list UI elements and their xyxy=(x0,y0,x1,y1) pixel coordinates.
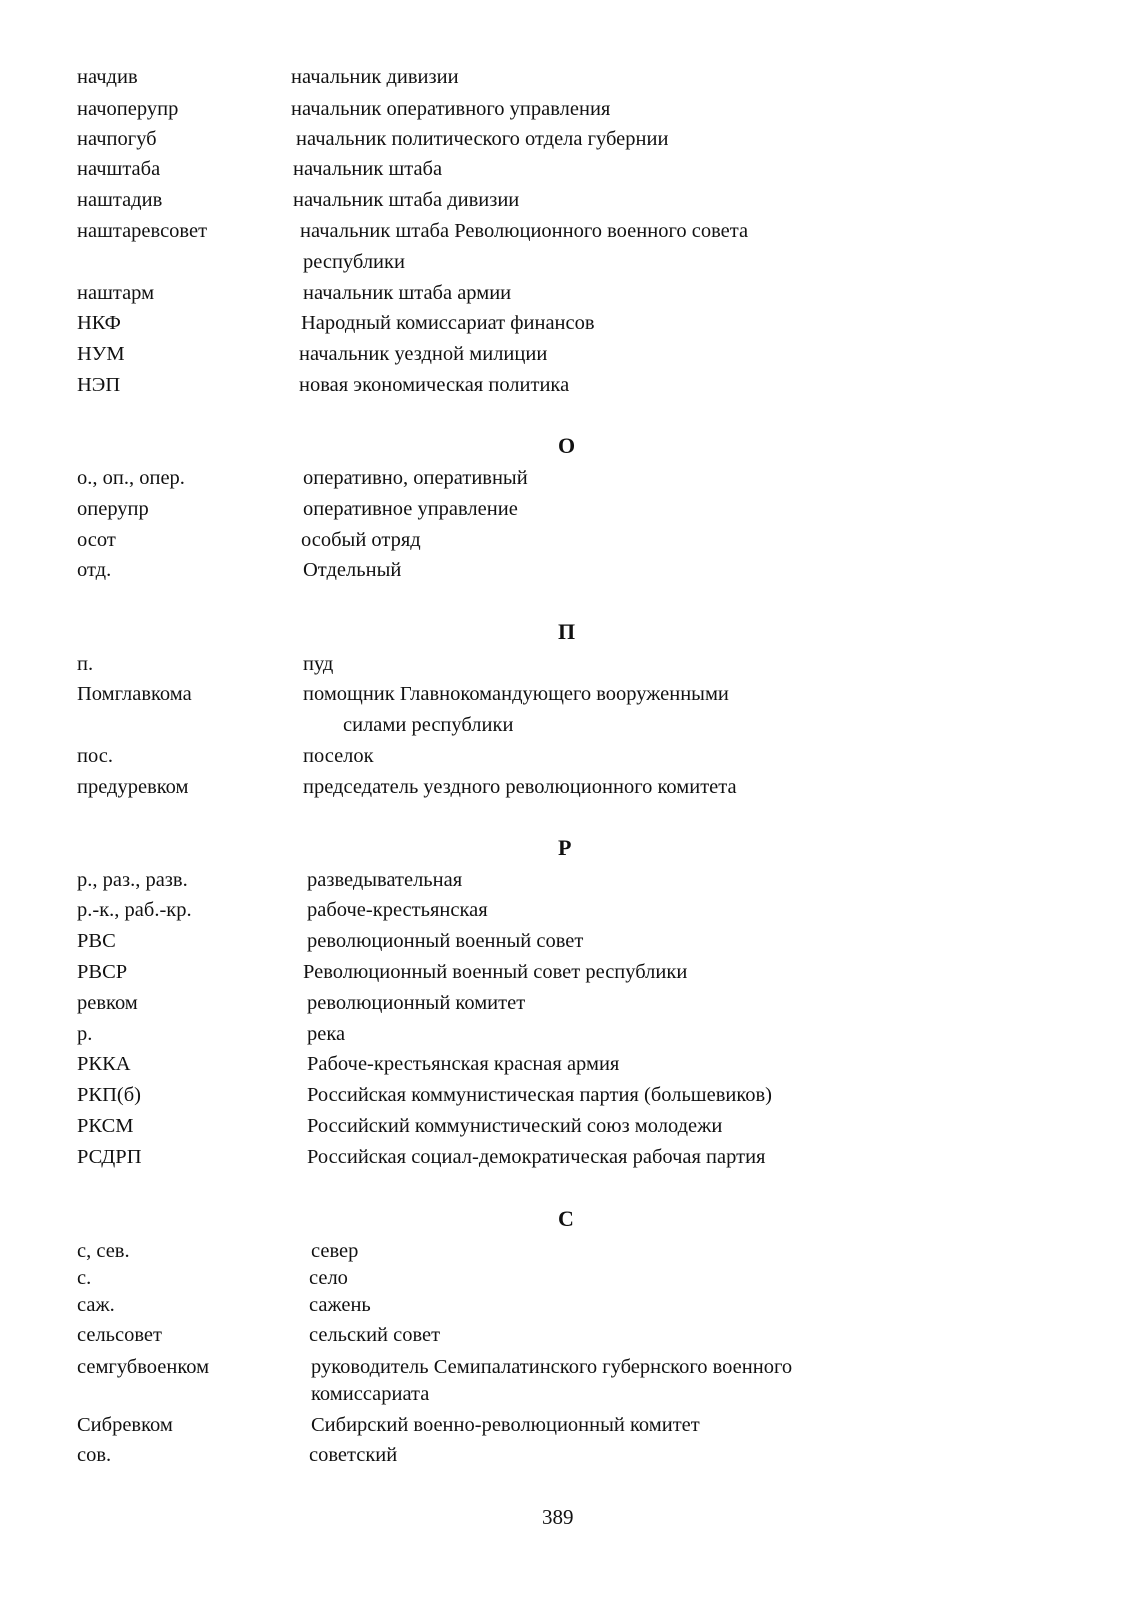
abbreviation-definition: начальник штаба дивизии xyxy=(293,189,520,211)
abbreviation-term: Помглавкома xyxy=(77,683,192,705)
abbreviation-term: п. xyxy=(77,653,94,675)
abbreviation-definition: сажень xyxy=(309,1294,371,1316)
abbreviation-term: наштаревсовет xyxy=(77,220,208,242)
abbreviation-term: о., оп., опер. xyxy=(77,467,185,489)
abbreviation-term: начпогуб xyxy=(77,128,157,150)
abbreviation-term: НКФ xyxy=(77,312,121,334)
abbreviation-term: р., раз., разв. xyxy=(77,869,188,891)
abbreviation-definition: север xyxy=(311,1240,359,1262)
abbreviation-term: с, сев. xyxy=(77,1240,130,1262)
abbreviation-definition: Российская социал-демократическая рабочая партия xyxy=(307,1146,766,1168)
abbreviation-definition: советский xyxy=(309,1444,398,1466)
abbreviation-definition: революционный комитет xyxy=(307,992,526,1014)
abbreviation-term: оперупр xyxy=(77,498,149,520)
abbreviation-definition-continuation: комиссариата xyxy=(311,1383,430,1405)
abbreviation-term: РКСМ xyxy=(77,1115,134,1137)
abbreviation-term: пос. xyxy=(77,745,113,767)
abbreviation-term: начоперупр xyxy=(77,98,179,120)
abbreviation-definition: начальник уездной милиции xyxy=(299,343,548,365)
abbreviation-term: НЭП xyxy=(77,374,121,396)
abbreviation-term: ревком xyxy=(77,992,138,1014)
abbreviation-term: наштарм xyxy=(77,282,155,304)
abbreviation-term: р. xyxy=(77,1023,93,1045)
abbreviation-term: предуревком xyxy=(77,776,189,798)
abbreviation-definition: председатель уездного революционного комитета xyxy=(303,776,737,798)
abbreviation-term: РКП(б) xyxy=(77,1084,141,1106)
abbreviation-definition-continuation: республики xyxy=(303,251,405,273)
abbreviation-definition: Революционный военный совет республики xyxy=(303,961,688,983)
abbreviation-term: РВС xyxy=(77,930,116,952)
page-number: 389 xyxy=(542,1505,574,1529)
abbreviation-definition: Российская коммунистическая партия (большевиков) xyxy=(307,1084,773,1106)
abbreviation-definition: оперативное управление xyxy=(303,498,518,520)
abbreviation-definition: начальник штаба Революционного военного совета xyxy=(300,220,749,242)
abbreviation-definition: Сибирский военно-революционный комитет xyxy=(311,1414,700,1436)
abbreviation-term: отд. xyxy=(77,559,112,581)
abbreviation-definition: село xyxy=(309,1267,348,1289)
abbreviation-definition: особый отряд xyxy=(301,529,421,551)
abbreviation-term: начштаба xyxy=(77,158,161,180)
section-letter-heading: П xyxy=(558,619,576,644)
abbreviation-definition: река xyxy=(307,1023,346,1045)
abbreviation-definition: начальник политического отдела губернии xyxy=(296,128,669,150)
abbreviation-term: Сибревком xyxy=(77,1414,173,1436)
abbreviation-definition: помощник Главнокомандующего вооруженными xyxy=(303,683,729,705)
abbreviation-term: РККА xyxy=(77,1053,131,1075)
abbreviation-definition: поселок xyxy=(303,745,374,767)
abbreviation-definition: рабоче-крестьянская xyxy=(307,899,488,921)
abbreviation-term: осот xyxy=(77,529,116,551)
abbreviation-definition: начальник оперативного управления xyxy=(291,98,611,120)
abbreviation-term: р.-к., раб.-кр. xyxy=(77,899,192,921)
abbreviation-term: семгубвоенком xyxy=(77,1356,210,1378)
abbreviation-definition: начальник штаба армии xyxy=(303,282,512,304)
abbreviation-definition: руководитель Семипалатинского губернского военного xyxy=(311,1356,793,1378)
abbreviation-term: с. xyxy=(77,1267,92,1289)
abbreviation-definition: Народный комиссариат финансов xyxy=(301,312,595,334)
abbreviation-term: сельсовет xyxy=(77,1324,162,1346)
abbreviation-term: саж. xyxy=(77,1294,115,1316)
abbreviation-definition: сельский совет xyxy=(309,1324,441,1346)
abbreviation-definition: Рабоче-крестьянская красная армия xyxy=(307,1053,620,1075)
abbreviation-term: РВСР xyxy=(77,961,128,983)
abbreviation-definition-continuation: силами республики xyxy=(343,714,514,736)
section-letter-heading: Р xyxy=(558,835,572,860)
abbreviation-term: начдив xyxy=(77,66,138,88)
abbreviation-definition: новая экономическая политика xyxy=(299,374,570,396)
abbreviation-definition: оперативно, оперативный xyxy=(303,467,528,489)
abbreviation-definition: начальник дивизии xyxy=(291,66,459,88)
abbreviation-definition: разведывательная xyxy=(307,869,463,891)
abbreviation-term: НУМ xyxy=(77,343,125,365)
section-letter-heading: С xyxy=(558,1206,574,1231)
abbreviation-definition: начальник штаба xyxy=(293,158,443,180)
abbreviation-definition: пуд xyxy=(303,653,334,675)
abbreviation-definition: Российский коммунистический союз молодежи xyxy=(307,1115,723,1137)
abbreviation-term: сов. xyxy=(77,1444,112,1466)
abbreviation-definition: революционный военный совет xyxy=(307,930,584,952)
abbreviation-term: наштадив xyxy=(77,189,163,211)
section-letter-heading: О xyxy=(558,433,576,458)
abbreviation-definition: Отдельный xyxy=(303,559,402,581)
abbreviation-term: РСДРП xyxy=(77,1146,142,1168)
